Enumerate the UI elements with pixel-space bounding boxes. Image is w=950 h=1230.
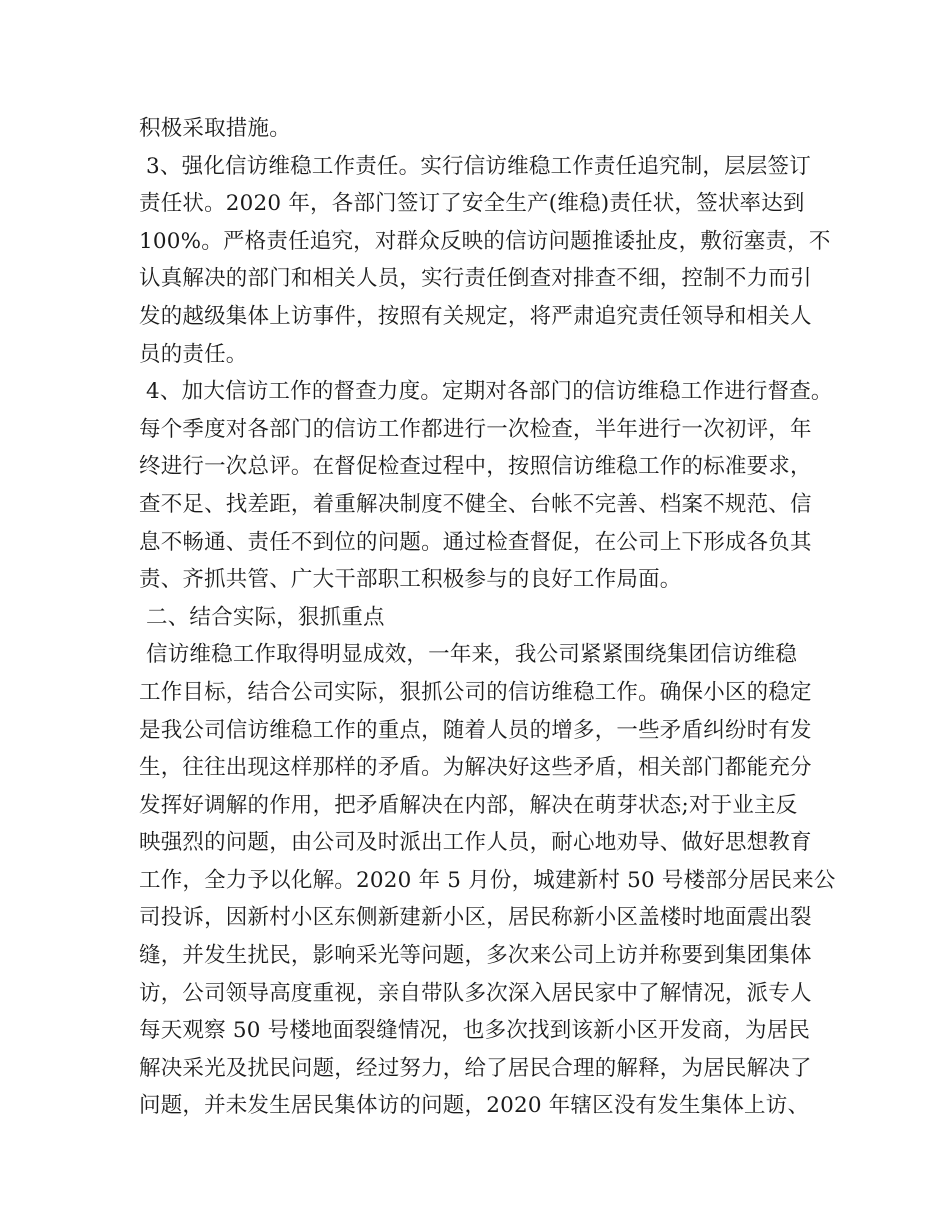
- text-line: 发的越级集体上访事件，按照有关规定，将严肃追究责任领导和相关人: [139, 303, 812, 329]
- text-line: 是我公司信访维稳工作的重点，随着人员的增多，一些矛盾纠纷时有发: [139, 717, 812, 743]
- text-line: 息不畅通、责任不到位的问题。通过检查督促，在公司上下形成各负其: [139, 529, 812, 555]
- text-line: 访，公司领导高度重视，亲自带队多次深入居民家中了解情况，派专人: [139, 980, 812, 1006]
- text-line: 缝，并发生扰民，影响采光等问题，多次来公司上访并称要到集团集体: [139, 943, 812, 969]
- text-line: 积极采取措施。: [139, 116, 291, 141]
- text-line: 100%。严格责任追究，对群众反映的信访问题推诿扯皮，敷衍塞责，不: [139, 228, 831, 254]
- text-line: 查不足、找差距，着重解决制度不健全、台帐不完善、档案不规范、信: [139, 491, 812, 517]
- text-line: 解决采光及扰民问题，经过努力，给了居民合理的解释，为居民解决了: [139, 1055, 812, 1081]
- text-line: 责、齐抓共管、广大干部职工积极参与的良好工作局面。: [139, 567, 682, 593]
- text-line: 终进行一次总评。在督促检查过程中，按照信访维稳工作的标准要求，: [139, 454, 812, 480]
- text-line: 生，往往出现这样那样的矛盾。为解决好这些矛盾，相关部门都能充分: [139, 755, 812, 781]
- document-body: [139, 110, 839, 1125]
- text-line: 发挥好调解的作用，把矛盾解决在内部，解决在萌芽状态;对于业主反: [139, 792, 798, 818]
- text-line: 认真解决的部门和相关人员，实行责任倒查对排查不细，控制不力而引: [139, 266, 812, 292]
- text-line: 司投诉，因新村小区东侧新建新小区，居民称新小区盖楼时地面震出裂: [139, 905, 812, 931]
- text-line: 信访维稳工作取得明显成效，一年来，我公司紧紧围绕集团信访维稳: [139, 642, 798, 668]
- section-heading: 二、结合实际，狠抓重点: [139, 604, 385, 630]
- text-line: 责任状。2020 年，各部门签订了安全生产(维稳)责任状，签状率达到: [139, 191, 805, 217]
- text-line: 员的责任。: [139, 341, 248, 367]
- text-line: 问题，并未发生居民集体访的问题，2020 年辖区没有发生集体上访、: [139, 1093, 810, 1119]
- text-line: 工作，全力予以化解。2020 年 5 月份，城建新村 50 号楼部分居民来公: [139, 867, 836, 893]
- text-line: 4、加大信访工作的督查力度。定期对各部门的信访维稳工作进行督查。: [139, 379, 833, 405]
- text-line: 工作目标，结合公司实际，狠抓公司的信访维稳工作。确保小区的稳定: [139, 679, 812, 705]
- text-line: 每个季度对各部门的信访工作都进行一次检查，半年进行一次初评，年: [139, 416, 812, 442]
- text-line: 映强烈的问题，由公司及时派出工作人员，耐心地劝导、做好思想教育: [139, 830, 812, 856]
- text-line: 每天观察 50 号楼地面裂缝情况，也多次找到该新小区开发商，为居民: [139, 1018, 811, 1044]
- text-line: 3、强化信访维稳工作责任。实行信访维稳工作责任追究制，层层签订: [139, 153, 811, 179]
